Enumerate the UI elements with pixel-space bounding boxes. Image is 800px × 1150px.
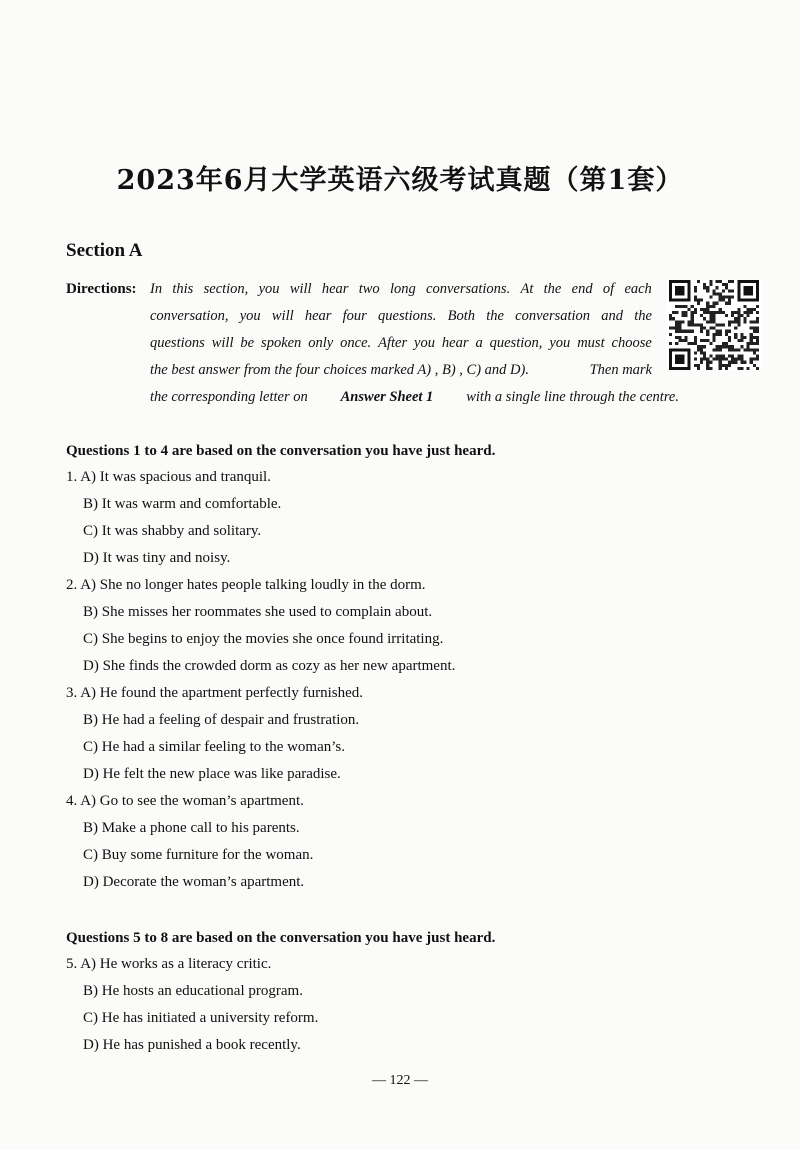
section-heading: Section A xyxy=(66,240,143,261)
option-letter: A) xyxy=(80,956,97,972)
answer-option xyxy=(83,496,281,513)
directions-word: At xyxy=(520,281,534,297)
directions-word: a xyxy=(475,335,483,351)
option-letter: C) xyxy=(83,1010,98,1026)
directions-word: and xyxy=(601,308,623,324)
answer-option xyxy=(66,469,271,486)
directions-word: choose xyxy=(611,335,652,351)
directions-word: of xyxy=(602,281,615,297)
directions-line xyxy=(150,281,652,298)
question-number: 4. xyxy=(66,793,78,809)
directions-word: Then mark xyxy=(589,362,652,378)
option-text: Decorate the woman’s apartment. xyxy=(102,874,305,890)
answer-option xyxy=(83,820,300,837)
directions-word: be xyxy=(240,335,255,351)
answer-option xyxy=(83,631,443,648)
option-letter: B) xyxy=(83,496,98,512)
answer-option xyxy=(83,604,432,621)
answer-option xyxy=(83,766,341,783)
directions-line xyxy=(150,362,652,379)
option-text: It was tiny and noisy. xyxy=(102,550,231,566)
answer-option xyxy=(83,712,359,729)
directions-word: will xyxy=(271,308,294,324)
option-text: He had a feeling of despair and frustration. xyxy=(101,712,360,728)
directions-word: will xyxy=(289,281,312,297)
option-letter: D) xyxy=(83,874,99,890)
directions-word: conversation, xyxy=(150,308,229,324)
option-text: He found the apartment perfectly furnished. xyxy=(99,685,363,701)
directions-word: with a single line through the centre. xyxy=(466,389,679,405)
directions-word: the xyxy=(543,281,562,297)
directions-line xyxy=(150,308,652,325)
option-text: He had a similar feeling to the woman’s. xyxy=(101,739,346,755)
directions-word: the xyxy=(634,308,652,324)
question-number: 5. xyxy=(66,956,78,972)
question-number: 2. xyxy=(66,577,78,593)
question-number: 3. xyxy=(66,685,78,701)
directions-word: four xyxy=(342,308,367,324)
option-letter: B) xyxy=(83,604,98,620)
answer-option xyxy=(66,956,271,973)
option-text: She misses her roommates she used to complain about. xyxy=(101,604,433,620)
answer-sheet-emphasis: Answer Sheet 1 xyxy=(340,389,434,405)
directions-word: the best answer from the four choices marked A) , B) , C) and D). xyxy=(150,362,529,378)
answer-option xyxy=(66,685,363,702)
option-letter: D) xyxy=(83,766,99,782)
directions-line xyxy=(150,335,652,352)
option-text: He has initiated a university reform. xyxy=(101,1010,319,1026)
directions-word: will xyxy=(211,335,234,351)
directions-word: you xyxy=(414,335,435,351)
option-letter: A) xyxy=(80,685,97,701)
answer-option xyxy=(83,1010,318,1027)
option-text: Make a phone call to his parents. xyxy=(101,820,300,836)
answer-option xyxy=(83,1037,301,1054)
option-text: She begins to enjoy the movies she once found irritating. xyxy=(101,631,444,647)
answer-option xyxy=(83,739,345,756)
question-number: 1. xyxy=(66,469,78,485)
option-letter: C) xyxy=(83,847,98,863)
option-letter: B) xyxy=(83,712,98,728)
option-letter: B) xyxy=(83,820,98,836)
directions-word: section, xyxy=(203,281,249,297)
page-number: — 122 — xyxy=(372,1073,428,1088)
directions-word: questions xyxy=(150,335,205,351)
directions-word: hear xyxy=(321,281,349,297)
directions-word: question, xyxy=(489,335,543,351)
directions-word: only xyxy=(308,335,334,351)
option-text: She no longer hates people talking loudly in the dorm. xyxy=(99,577,426,593)
option-letter: D) xyxy=(83,1037,99,1053)
directions-word: questions. xyxy=(378,308,437,324)
directions-word: spoken xyxy=(261,335,302,351)
qr-code-icon xyxy=(666,280,762,370)
option-text: Go to see the woman’s apartment. xyxy=(99,793,304,809)
option-text: She finds the crowded dorm as cozy as her new apartment. xyxy=(102,658,456,674)
option-text: It was shabby and solitary. xyxy=(101,523,262,539)
option-letter: B) xyxy=(83,983,98,999)
directions-word: you xyxy=(258,281,280,297)
option-letter: C) xyxy=(83,523,98,539)
directions-word: the xyxy=(486,308,504,324)
option-text: Buy some furniture for the woman. xyxy=(101,847,314,863)
answer-option xyxy=(83,658,455,675)
option-text: It was warm and comfortable. xyxy=(101,496,282,512)
option-letter: D) xyxy=(83,550,99,566)
directions-word: you xyxy=(549,335,571,351)
directions-label: Directions: xyxy=(66,281,137,297)
directions-word: hear xyxy=(441,335,469,351)
option-letter: A) xyxy=(80,469,97,485)
directions-word: the corresponding letter on xyxy=(150,389,308,405)
option-letter: A) xyxy=(80,577,97,593)
option-text: He felt the new place was like paradise. xyxy=(102,766,341,782)
answer-option xyxy=(83,874,304,891)
directions-word: conversation xyxy=(515,308,591,324)
directions-line xyxy=(150,389,679,406)
option-text: He has punished a book recently. xyxy=(102,1037,301,1053)
option-text: It was spacious and tranquil. xyxy=(99,469,271,485)
option-letter: D) xyxy=(83,658,99,674)
directions-word: this xyxy=(172,281,194,297)
directions-word: you xyxy=(239,308,261,324)
directions-word: end xyxy=(571,281,593,297)
directions-word: must xyxy=(577,335,605,351)
directions-word: After xyxy=(378,335,408,351)
option-letter: A) xyxy=(80,793,97,809)
directions-word: In xyxy=(150,281,163,297)
answer-option xyxy=(83,523,261,540)
directions-word: Both xyxy=(447,308,476,324)
directions-word: hear xyxy=(304,308,332,324)
answer-option xyxy=(66,793,304,810)
answer-option xyxy=(66,577,426,594)
answer-option xyxy=(83,550,230,567)
answer-option xyxy=(83,983,303,1000)
option-letter: C) xyxy=(83,631,98,647)
option-text: He hosts an educational program. xyxy=(101,983,303,999)
page-title: 2023年6月大学英语六级考试真题（第1套） xyxy=(116,165,684,196)
directions-word: long xyxy=(389,281,416,297)
question-group-heading: Questions 5 to 8 are based on the conversation you have just heard. xyxy=(66,930,496,946)
directions-word: once. xyxy=(340,335,372,351)
directions-word: conversations. xyxy=(426,281,511,297)
directions-word: two xyxy=(358,281,380,297)
option-text: He works as a literacy critic. xyxy=(99,956,272,972)
answer-option xyxy=(83,847,313,864)
question-group-heading: Questions 1 to 4 are based on the conversation you have just heard. xyxy=(66,443,496,459)
option-letter: C) xyxy=(83,739,98,755)
directions-word: each xyxy=(624,281,652,297)
